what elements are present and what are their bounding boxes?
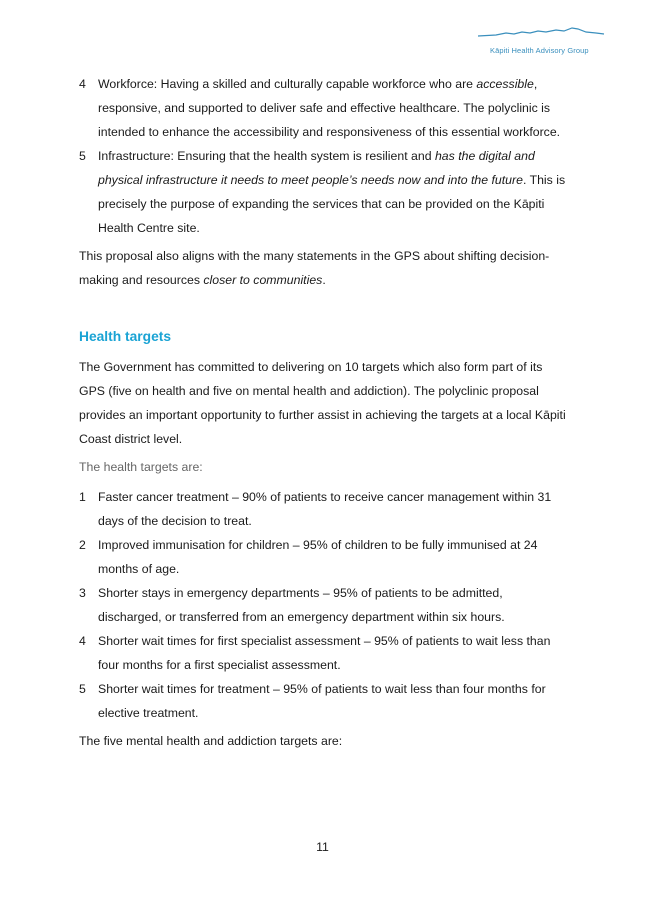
list-number: 2 — [79, 538, 86, 552]
list-item: 4 Workforce: Having a skilled and culturally capable workforce who are accessible, responsive, and supported to deliver safe and effective healthcare. The polyclinic is intended to enhance the accessibility and responsiveness of this essential workforce. — [79, 72, 569, 144]
list-item: 3 Shorter stays in emergency departments – 95% of patients to be admitted, discharged, or transferred from an emergency department within six hours. — [79, 581, 569, 629]
health-targets-intro: The health targets are: — [79, 460, 203, 474]
targets-paragraph: The Government has committed to delivering on 10 targets which also form part of its GPS (five on health and five on mental health and addiction). The polyclinic proposal provides an important opportunity to further assist in achieving the targets at a local Kāpiti Coast district level. — [79, 360, 566, 446]
list-item: 1 Faster cancer treatment – 90% of patients to receive cancer management within 31 days of the decision to treat. — [79, 485, 569, 533]
gps-alignment-paragraph: This proposal also aligns with the many statements in the GPS about shifting decision-making and resources closer to communities. — [79, 249, 550, 287]
list-item: 2 Improved immunisation for children – 95% of children to be fully immunised at 24 months of age. — [79, 533, 569, 581]
logo-text: Kāpiti Health Advisory Group — [490, 46, 589, 55]
mental-health-intro: The five mental health and addiction targets are: — [79, 734, 343, 748]
list-number: 1 — [79, 490, 86, 504]
health-targets-list — [79, 485, 569, 725]
list-item: 5 Shorter wait times for treatment – 95% of patients to wait less than four months for elective treatment. — [79, 677, 569, 725]
list-item: 5 Infrastructure: Ensuring that the health system is resilient and has the digital and physical infrastructure it needs to meet people’s needs now and into the future. This is precisely the purpose of expanding the services that can be provided on the Kāpiti Health Centre site. — [79, 144, 569, 240]
list-number: 3 — [79, 586, 86, 600]
list-number: 5 — [79, 682, 86, 696]
gps-priorities-list — [79, 72, 569, 240]
mountain-line-icon — [476, 22, 606, 44]
list-item: 4 Shorter wait times for first specialist assessment – 95% of patients to wait less than four months for a first specialist assessment. — [79, 629, 569, 677]
list-number: 4 — [79, 634, 86, 648]
document-body — [79, 72, 569, 753]
logo — [476, 22, 606, 62]
section-heading: Health targets — [79, 329, 172, 344]
page-number: 11 — [316, 840, 329, 854]
list-number: 4 — [79, 77, 86, 91]
list-number: 5 — [79, 149, 86, 163]
